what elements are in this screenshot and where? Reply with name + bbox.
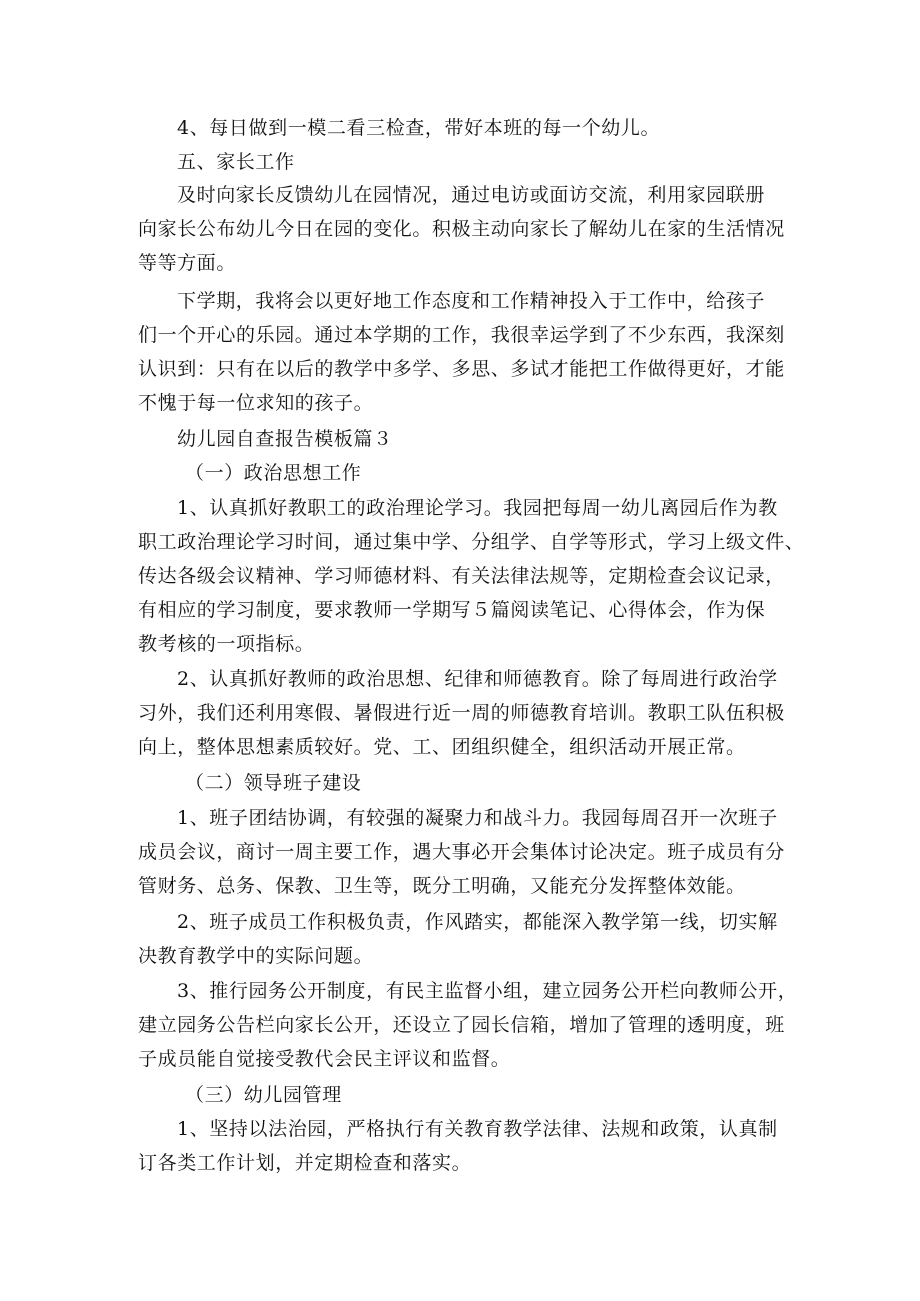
section-heading: （三）幼儿园管理 (185, 1084, 342, 1106)
paragraph-line: 2、认真抓好教师的政治思想、纪律和师德教育。除了每周进行政治学 (177, 668, 778, 690)
paragraph-line: 4、每日做到一模二看三检查，带好本班的每一个幼儿。 (177, 117, 661, 139)
paragraph-line: 习外，我们还利用寒假、暑假进行近一周的师德教育培训。教职工队伍积极 (138, 702, 785, 724)
paragraph-line: 教考核的一项指标。 (138, 633, 315, 655)
paragraph-line: 3、推行园务公开制度，有民主监督小组，建立园务公开栏向教师公开， (177, 980, 798, 1002)
paragraph-line: 们一个开心的乐园。通过本学期的工作，我很幸运学到了不少东西，我深刻 (138, 324, 785, 346)
paragraph-line: 2、班子成员工作积极负责，作风踏实，都能深入教学第一线，切实解 (177, 911, 778, 933)
paragraph-line: 订各类工作计划，并定期检查和落实。 (138, 1152, 472, 1174)
section-heading: 五、家长工作 (177, 151, 295, 173)
section-heading: （一）政治思想工作 (185, 462, 362, 484)
section-heading: （二）领导班子建设 (185, 772, 362, 794)
paragraph-line: 传达各级会议精神、学习师德材料、有关法律法规等，定期检查会议记录， (138, 565, 785, 587)
paragraph-line: 成员会议，商讨一周主要工作，遇大事必开会集体讨论决定。班子成员有分 (138, 841, 785, 863)
paragraph-line: 职工政治理论学习时间，通过集中学、分组学、自学等形式，学习上级文件、 (138, 531, 805, 553)
paragraph-line: 等等方面。 (138, 252, 237, 274)
paragraph-line: 建立园务公告栏向家长公开，还设立了园长信箱，增加了管理的透明度，班 (138, 1014, 785, 1036)
paragraph-line: 1、坚持以法治园，严格执行有关教育教学法律、法规和政策，认真制 (177, 1118, 778, 1140)
paragraph-line: 下学期，我将会以更好地工作态度和工作精神投入于工作中，给孩子 (177, 290, 766, 312)
paragraph-line: 决教育教学中的实际问题。 (138, 945, 374, 967)
paragraph-line: 1、班子团结协调，有较强的凝聚力和战斗力。我园每周召开一次班子 (177, 807, 778, 829)
paragraph-line: 不愧于每一位求知的孩子。 (138, 392, 374, 414)
paragraph-line: 管财务、总务、保教、卫生等，既分工明确，又能充分发挥整体效能。 (138, 875, 746, 897)
paragraph-line: 向家长公布幼儿今日在园的变化。积极主动向家长了解幼儿在家的生活情况 (138, 218, 785, 240)
paragraph-line: 向上，整体思想素质较好。党、工、团组织健全，组织活动开展正常。 (138, 736, 746, 758)
article-title: 幼儿园自查报告模板篇３ (177, 428, 393, 450)
paragraph-line: 有相应的学习制度，要求教师一学期写５篇阅读笔记、心得体会，作为保 (138, 599, 766, 621)
paragraph-line: 及时向家长反馈幼儿在园情况，通过电访或面访交流，利用家园联册 (177, 184, 766, 206)
paragraph-line: 认识到：只有在以后的教学中多学、多思、多试才能把工作做得更好，才能 (138, 358, 785, 380)
paragraph-line: 子成员能自觉接受教代会民主评议和监督。 (138, 1048, 511, 1070)
paragraph-line: 1、认真抓好教职工的政治理论学习。我园把每周一幼儿离园后作为教 (177, 497, 778, 519)
